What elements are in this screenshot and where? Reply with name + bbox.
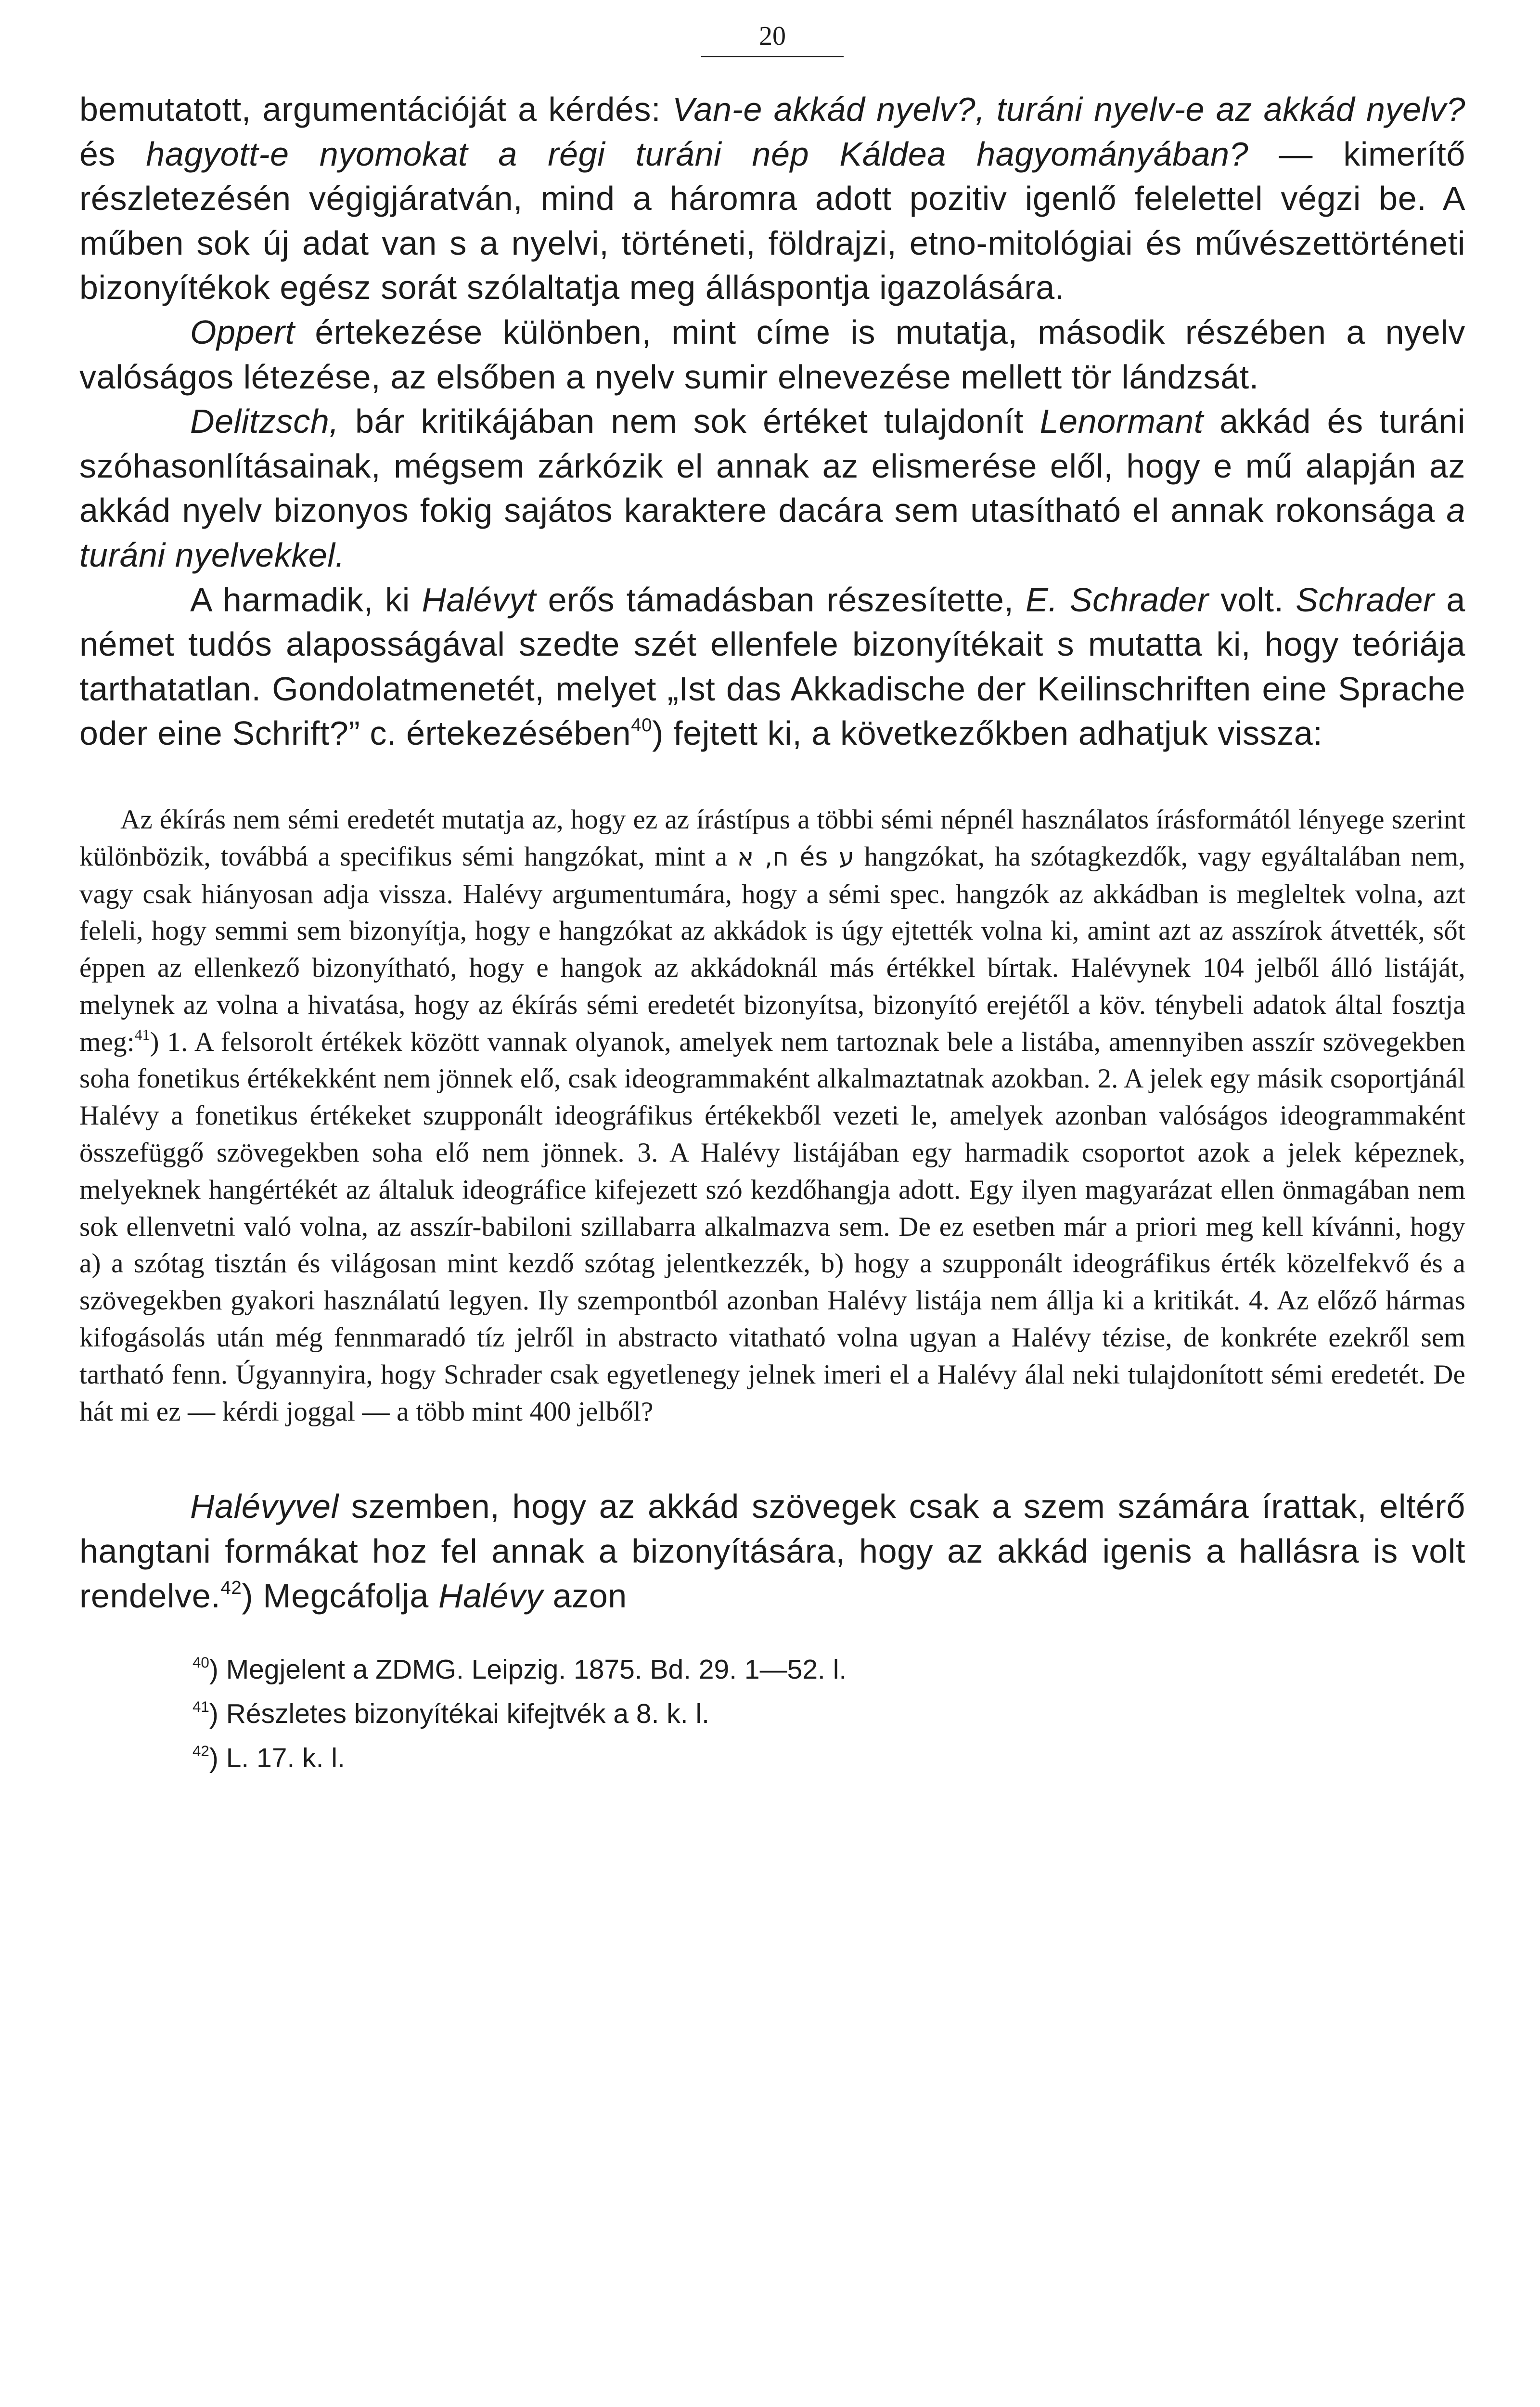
paragraph-2: Oppert értekezése különben, mint címe is mutatja, második részében a nyelv valóságos létezése, az elsőben a nyelv sumir elnevezése mellett tör lándzsát. — [79, 313, 1465, 396]
footnote-42: $^{42}$) L. 17. k. l. — [192, 1743, 345, 1774]
document-page — [79, 19, 1465, 1780]
footnote-40: $^{40}$) Megjelent a ZDMG. Leipzig. 1875. Bd. 29. 1—52. l. — [192, 1654, 847, 1685]
paragraph-5: Halévyvel szemben, hogy az akkád szövegek csak a szem számára írattak, eltérő hangtani formákat hoz fel annak a bizonyítására, hogy az akkád igenis a hallásra is volt rendelve.$^{42}$) Megcáfolja Halévy azon — [79, 1488, 1465, 1615]
page-number: 20 — [79, 19, 1465, 57]
footnote-ref-42: 42 — [220, 1578, 242, 1599]
hebrew-letters: ח, א és ע — [737, 842, 855, 872]
paragraph-1: bemutatott, argumentációját a kérdés: Van-e akkád nyelv?, turáni nyelv-e az akkád nyelv? és hagyott-e nyomokat a régi turáni nép Káldea hagyományában? — kimerítő részletezésén végigjáratván, mind a háromra adott pozitiv igenlő felelettel végzi be. A műben sok új adat van s a nyelvi, történeti, földrajzi, etno-mitológiai és művészettörténeti bizonyítékok egész sorát szólaltatja meg álláspontja igazolására. — [79, 91, 1465, 307]
quoted-summary — [79, 802, 1465, 1431]
footnotes — [79, 1647, 1465, 1780]
main-text — [79, 87, 1465, 756]
footnote-41: $^{41}$) Részletes bizonyítékai kifejtvék a 8. k. l. — [192, 1698, 709, 1730]
footnote-ref-40: 40 — [631, 715, 653, 736]
paragraph-3: Delitzsch, bár kritikájában nem sok értéket tulajdonít Lenormant akkád és turáni szóhasonlításainak, mégsem zárkózik el annak az elismerése elől, hogy e mű alapján az akkád nyelv bizonyos fokig sajátos karaktere dacára sem utasítható el annak rokonsága a turáni nyelvekkel. — [79, 402, 1465, 574]
footnote-ref-41: 41 — [134, 1026, 150, 1043]
quote-paragraph: Az ékírás nem sémi eredetét mutatja az, hogy ez az írástípus a többi sémi népnél használatos írásformától lényege szerint különbözik, továbbá a specifikus sémi hangzókat, mint a ח, א és ע hangzókat, ha szótagkezdők, vagy egyáltalában nem, vagy csak hiányosan adja vissza. Halévy argumentumára, hogy a sémi spec. hangzók az akkádban is megleltek volna, azt feleli, hogy semmi sem bizonyítja, hogy e hangzókat az akkádok is úgy ejtették volna ki, amint azt az asszírok átvették, sőt éppen az ellenkező bizonyítható, hogy e hangok az akkádoknál más értékkel bírtak. Halévynek 104 jelből álló listáját, melynek az volna a hivatása, hogy az ékírás sémi eredetét bizonyítsa, bizonyító erejétől a köv. ténybeli adatok által fosztja meg:$^{41}$) 1. A felsorolt értékek között vannak olyanok, amelyek nem tartoznak bele a listába, amennyiben asszír szövegekben soha fonetikus értékekként nem jönnek elő, csak ideogrammaként alkalmaztatnak azokban. 2. A jelek egy másik csoportjánál Halévy a fonetikus értékeket szupponált ideográfikus értékekből vezeti le, amelyek azonban valóságos ideogrammaként összefüggő szövegekben soha elő nem jönnek. 3. A Halévy listájában egy harmadik csoportot azok a jelek képeznek, melyeknek hangértékét az általuk ideográfice kifejezett szó kezdőhangja adott. Egy ilyen magyarázat ellen önmagában nem sok ellenvetni való volna, az asszír-babiloni szillabarra alkalmazva sem. De ez esetben már a priori meg kell kívánni, hogy a) a szótag tisztán és világosan mint kezdő szótag jelentkezzék, b) hogy a szupponált ideográfikus érték közelfekvő és a szövegekben gyakori használatú legyen. Ily szempontból azonban Halévy listája nem állja ki a kritikát. 4. Az előző hármas kifogásolás után még fennmaradó tíz jelről in abstracto vitatható volna ugyan a Halévy tézise, de konkréte ezekről sem tartható fenn. Úgyannyira, hogy Schrader csak egyetlenegy jelnek imeri el a Halévy álal neki tulajdonított sémi eredetét. De hát mi ez — kérdi joggal — a több mint 400 jelből? — [79, 804, 1465, 1427]
paragraph-4: A harmadik, ki Halévyt erős támadásban részesítette, E. Schrader volt. Schrader a német tudós alaposságával szedte szét ellenfele bizonyítékait s mutatta ki, hogy teóriája tarthatatlan. Gondolatmenetét, melyet „Ist das Akkadische der Keilinschriften eine Sprache oder eine Schrift?” c. értekezésében$^{40}$) fejtett ki, a következőkben adhatjuk vissza: — [79, 581, 1465, 752]
closing-text — [79, 1484, 1465, 1618]
